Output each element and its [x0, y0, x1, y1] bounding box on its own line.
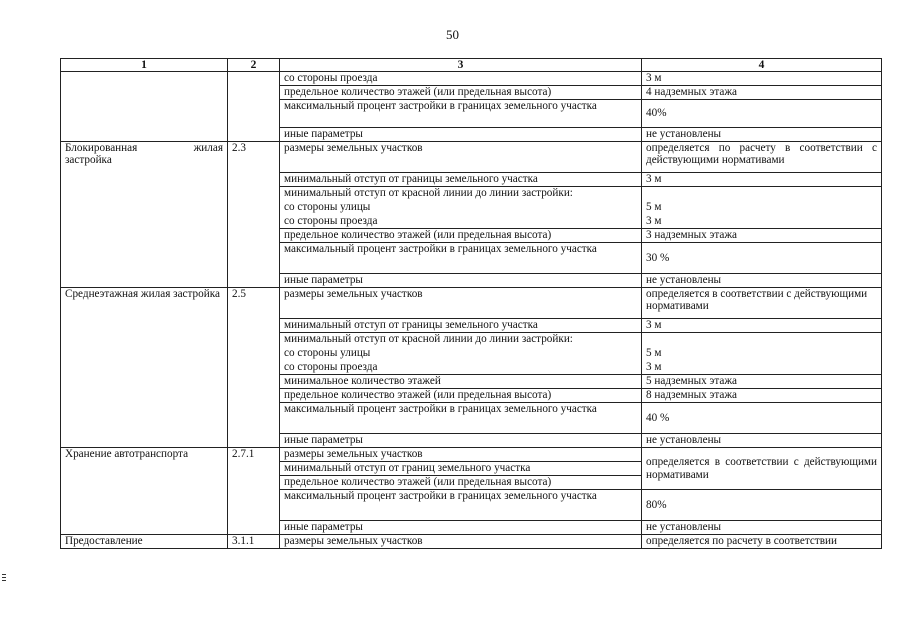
- value-cell: определяется по расчету в соответствии: [642, 535, 882, 549]
- param-cell: максимальный процент застройки в границах земельного участка: [280, 100, 642, 128]
- margin-mark: [2, 580, 6, 581]
- use-code-cell: 2.3: [228, 142, 280, 288]
- param-cell: минимальный отступ от границ земельного участка: [280, 462, 642, 476]
- use-kind-cell: Среднеэтажная жилая застройка: [61, 288, 228, 448]
- value-cell: 40 %: [642, 403, 882, 434]
- value-cell: не установлены: [642, 128, 882, 142]
- param-cell: минимальный отступ от красной линии до линии застройки:: [280, 333, 642, 347]
- param-cell: иные параметры: [280, 521, 642, 535]
- column-header: 3: [280, 59, 642, 72]
- value-cell: 3 надземных этажа: [642, 229, 882, 243]
- value-cell: определяется по расчету в соответствии с действующими нормативами: [642, 142, 882, 173]
- value-cell: не установлены: [642, 274, 882, 288]
- param-cell: минимальный отступ от границы земельного участка: [280, 319, 642, 333]
- param-cell: иные параметры: [280, 274, 642, 288]
- param-cell: со стороны улицы: [280, 347, 642, 361]
- param-cell: иные параметры: [280, 128, 642, 142]
- param-cell: минимальный отступ от границы земельного участка: [280, 173, 642, 187]
- value-cell: не установлены: [642, 434, 882, 448]
- margin-mark: [2, 577, 6, 578]
- value-cell: 3 м: [642, 215, 882, 229]
- use-code-cell: 2.7.1: [228, 448, 280, 535]
- value-cell: 30 %: [642, 243, 882, 274]
- param-cell: размеры земельных участков: [280, 142, 642, 173]
- param-cell: максимальный процент застройки в границах земельного участка: [280, 243, 642, 274]
- param-cell: размеры земельных участков: [280, 448, 642, 462]
- value-cell: [642, 333, 882, 347]
- value-cell: определяется в соответствии с действующими нормативами: [642, 448, 882, 490]
- param-cell: иные параметры: [280, 434, 642, 448]
- value-cell: [642, 187, 882, 201]
- param-cell: со стороны улицы: [280, 201, 642, 215]
- table-row: [61, 288, 882, 319]
- value-cell: 3 м: [642, 173, 882, 187]
- table-row: [61, 142, 882, 173]
- param-cell: максимальный процент застройки в границах земельного участка: [280, 403, 642, 434]
- param-cell: со стороны проезда: [280, 72, 642, 86]
- value-cell: 3 м: [642, 361, 882, 375]
- page-number: 50: [446, 27, 459, 42]
- value-cell: 5 надземных этажа: [642, 375, 882, 389]
- param-cell: предельное количество этажей (или предельная высота): [280, 229, 642, 243]
- table-row: [61, 448, 882, 462]
- use-kind-name: жилая: [193, 142, 223, 154]
- value-cell: 40%: [642, 100, 882, 128]
- param-cell: размеры земельных участков: [280, 288, 642, 319]
- value-cell: 5 м: [642, 201, 882, 215]
- column-header: 2: [228, 59, 280, 72]
- param-cell: минимальное количество этажей: [280, 375, 642, 389]
- value-cell: 3 м: [642, 319, 882, 333]
- param-cell: минимальный отступ от красной линии до линии застройки:: [280, 187, 642, 201]
- param-cell: размеры земельных участков: [280, 535, 642, 549]
- use-code-cell: 3.1.1: [228, 535, 280, 549]
- param-cell: максимальный процент застройки в границах земельного участка: [280, 490, 642, 521]
- use-code-cell: 2.5: [228, 288, 280, 448]
- value-cell: 80%: [642, 490, 882, 521]
- table-row: [61, 535, 882, 549]
- use-kind-cell: Хранение автотранспорта: [61, 448, 228, 535]
- regulations-table: [60, 58, 882, 549]
- param-cell: предельное количество этажей (или предельная высота): [280, 389, 642, 403]
- use-kind-cell: [61, 142, 228, 288]
- value-cell: 4 надземных этажа: [642, 86, 882, 100]
- value-cell: не установлены: [642, 521, 882, 535]
- use-kind-cell: Предоставление: [61, 535, 228, 549]
- use-kind-name: Блокированная: [65, 142, 138, 154]
- param-cell: со стороны проезда: [280, 361, 642, 375]
- use-kind-cell: [61, 72, 228, 142]
- value-cell: 5 м: [642, 347, 882, 361]
- column-header: 1: [61, 59, 228, 72]
- param-cell: со стороны проезда: [280, 215, 642, 229]
- use-code-cell: [228, 72, 280, 142]
- table-row: [61, 72, 882, 86]
- value-cell: 8 надземных этажа: [642, 389, 882, 403]
- column-header: 4: [642, 59, 882, 72]
- use-kind-name: застройка: [65, 154, 112, 167]
- margin-mark: [2, 574, 6, 575]
- param-cell: предельное количество этажей (или предельная высота): [280, 86, 642, 100]
- value-cell: 3 м: [642, 72, 882, 86]
- value-cell: определяется в соответствии с действующими нормативами: [642, 288, 882, 319]
- param-cell: предельное количество этажей (или предельная высота): [280, 476, 642, 490]
- header-row: [61, 59, 882, 72]
